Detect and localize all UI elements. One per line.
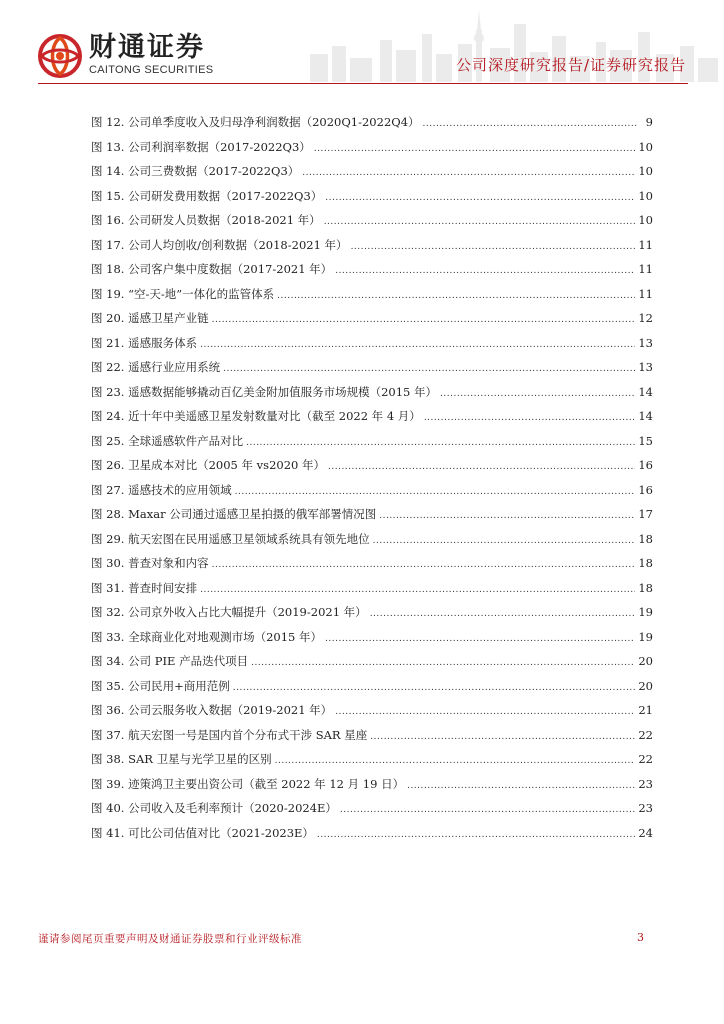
toc-entry-page: 16	[638, 482, 653, 497]
toc-entry[interactable]	[91, 653, 653, 678]
toc-entry[interactable]	[91, 384, 653, 409]
figure-table-of-contents	[91, 114, 653, 849]
toc-entry-title: 图 15. 公司研发费用数据（2017-2022Q3）	[91, 188, 323, 203]
toc-dot-leader	[351, 242, 636, 252]
toc-entry-page: 20	[638, 654, 653, 668]
toc-entry-page: 14	[638, 384, 653, 399]
toc-entry-page: 10	[638, 213, 653, 227]
toc-entry-title: 图 38. SAR 卫星与光学卫星的区别	[91, 752, 272, 766]
toc-entry-title: 图 40. 公司收入及毛利率预计（2020-2024E）	[91, 801, 337, 815]
toc-dot-leader	[246, 438, 635, 448]
footer-disclaimer: 谨请参阅尾页重要声明及财通证券股票和行业评级标准	[38, 933, 302, 945]
toc-entry-page: 11	[638, 286, 653, 301]
toc-entry-title: 图 34. 公司 PIE 产品迭代项目	[91, 654, 249, 668]
toc-dot-leader	[233, 683, 636, 693]
toc-entry-page: 23	[638, 776, 653, 791]
toc-entry-page: 11	[638, 237, 653, 252]
toc-entry-title: 图 24. 近十年中美遥感卫星发射数量对比（截至 2022 年 4 月）	[91, 409, 421, 423]
toc-dot-leader	[373, 536, 636, 546]
toc-dot-leader	[302, 168, 635, 178]
toc-entry-title: 图 32. 公司京外收入占比大幅提升（2019-2021 年）	[91, 605, 367, 619]
toc-entry-page: 15	[638, 433, 653, 448]
toc-entry-page: 18	[638, 531, 653, 546]
toc-dot-leader	[440, 389, 635, 399]
toc-entry[interactable]	[91, 580, 653, 605]
toc-entry[interactable]	[91, 335, 653, 360]
toc-dot-leader	[325, 193, 635, 203]
toc-dot-leader	[212, 315, 636, 325]
toc-dot-leader	[235, 487, 636, 497]
toc-entry[interactable]	[91, 433, 653, 458]
page-number: 3	[637, 931, 644, 944]
toc-dot-leader	[317, 830, 635, 840]
toc-dot-leader	[407, 781, 635, 791]
toc-entry[interactable]	[91, 825, 653, 850]
toc-entry-title: 图 29. 航天宏图在民用遥感卫星领域系统具有领先地位	[91, 531, 370, 546]
toc-entry-title: 图 23. 遥感数据能够撬动百亿美金附加值服务市场规模（2015 年）	[91, 384, 438, 399]
toc-dot-leader	[423, 119, 638, 129]
toc-dot-leader	[340, 805, 635, 815]
toc-entry-title: 图 13. 公司利润率数据（2017-2022Q3）	[91, 139, 311, 154]
caitong-logo-icon	[38, 34, 82, 78]
header-divider	[38, 83, 688, 84]
toc-entry[interactable]	[91, 629, 653, 654]
toc-entry[interactable]	[91, 678, 653, 703]
toc-entry-page: 24	[638, 825, 653, 840]
toc-dot-leader	[251, 658, 635, 668]
toc-entry-page: 19	[638, 629, 653, 644]
toc-entry-title: 图 19. “空-天-地”一体化的监管体系	[91, 286, 275, 301]
toc-dot-leader	[328, 462, 635, 472]
toc-entry-page: 12	[638, 311, 653, 325]
toc-dot-leader	[200, 585, 635, 595]
toc-dot-leader	[335, 266, 635, 276]
toc-entry[interactable]	[91, 261, 653, 286]
toc-entry-page: 21	[638, 703, 653, 717]
toc-entry[interactable]	[91, 408, 653, 433]
toc-entry-page: 18	[638, 556, 653, 570]
toc-entry-title: 图 16. 公司研发人员数据（2018-2021 年）	[91, 213, 321, 227]
toc-entry-title: 图 25. 全球遥感软件产品对比	[91, 433, 244, 448]
toc-entry[interactable]	[91, 310, 653, 335]
toc-entry-page: 18	[638, 580, 653, 595]
toc-entry-page: 22	[638, 727, 653, 742]
toc-dot-leader	[212, 560, 636, 570]
toc-entry-title: 图 41. 可比公司估值对比（2021-2023E）	[91, 825, 314, 840]
toc-entry-title: 图 36. 公司云服务收入数据（2019-2021 年）	[91, 703, 333, 717]
toc-entry[interactable]	[91, 776, 653, 801]
toc-entry-title: 图 26. 卫星成本对比（2005 年 vs2020 年）	[91, 458, 325, 472]
toc-entry-title: 图 18. 公司客户集中度数据（2017-2021 年）	[91, 262, 333, 276]
brand-name-en: CAITONG SECURITIES	[89, 64, 214, 76]
toc-entry-page: 10	[638, 164, 653, 178]
toc-dot-leader	[370, 732, 635, 742]
toc-entry-page: 13	[638, 360, 653, 374]
toc-dot-leader	[325, 634, 635, 644]
toc-entry-page: 20	[638, 678, 653, 693]
toc-entry-title: 图 27. 遥感技术的应用领域	[91, 482, 232, 497]
toc-dot-leader	[277, 291, 635, 301]
toc-dot-leader	[335, 707, 635, 717]
toc-dot-leader	[324, 217, 636, 227]
toc-entry[interactable]	[91, 727, 653, 752]
toc-entry-page: 10	[638, 139, 653, 154]
toc-dot-leader	[200, 340, 635, 350]
toc-entry-page: 19	[638, 605, 653, 619]
toc-entry[interactable]	[91, 237, 653, 262]
toc-dot-leader	[275, 756, 636, 766]
toc-entry-page: 23	[638, 801, 653, 815]
toc-entry-title: 图 30. 普查对象和内容	[91, 556, 209, 570]
toc-entry-page: 9	[645, 115, 653, 129]
toc-entry[interactable]	[91, 506, 653, 531]
toc-entry-title: 图 31. 普查时间安排	[91, 580, 198, 595]
toc-entry-title: 图 35. 公司民用+商用范例	[91, 678, 230, 693]
toc-entry-title: 图 37. 航天宏图一号是国内首个分布式干涉 SAR 星座	[91, 727, 368, 742]
toc-entry-title: 图 17. 公司人均创收/创利数据（2018-2021 年）	[91, 237, 348, 252]
toc-entry-title: 图 39. 迹策鸿卫主要出资公司（截至 2022 年 12 月 19 日）	[91, 776, 405, 791]
toc-entry-page: 11	[638, 262, 653, 276]
report-type-label: 公司深度研究报告/证券研究报告	[455, 56, 686, 74]
page-header	[0, 0, 724, 90]
toc-entry[interactable]	[91, 114, 653, 139]
toc-entry-page: 16	[638, 458, 653, 472]
toc-entry-page: 17	[638, 507, 653, 521]
toc-dot-leader	[424, 413, 636, 423]
toc-entry-title: 图 12. 公司单季度收入及归母净利润数据（2020Q1-2022Q4）	[91, 115, 420, 129]
toc-entry-title: 图 22. 遥感行业应用系统	[91, 360, 221, 374]
toc-dot-leader	[379, 511, 635, 521]
toc-entry[interactable]	[91, 555, 653, 580]
toc-entry-page: 10	[638, 188, 653, 203]
toc-entry[interactable]	[91, 457, 653, 482]
toc-entry[interactable]	[91, 163, 653, 188]
toc-entry[interactable]	[91, 212, 653, 237]
toc-entry[interactable]	[91, 604, 653, 629]
toc-dot-leader	[314, 144, 636, 154]
toc-dot-leader	[223, 364, 635, 374]
toc-entry-title: 图 21. 遥感服务体系	[91, 335, 198, 350]
toc-dot-leader	[370, 609, 636, 619]
toc-entry[interactable]	[91, 286, 653, 311]
toc-entry-page: 13	[638, 335, 653, 350]
toc-entry[interactable]	[91, 482, 653, 507]
brand-name-cn: 财通证券	[89, 32, 205, 63]
toc-entry-title: 图 20. 遥感卫星产业链	[91, 311, 209, 325]
toc-entry[interactable]	[91, 188, 653, 213]
toc-entry-title: 图 14. 公司三费数据（2017-2022Q3）	[91, 164, 300, 178]
toc-entry[interactable]	[91, 139, 653, 164]
toc-entry[interactable]	[91, 702, 653, 727]
toc-entry[interactable]	[91, 751, 653, 776]
toc-entry[interactable]	[91, 531, 653, 556]
toc-entry[interactable]	[91, 800, 653, 825]
toc-entry-page: 22	[638, 752, 653, 766]
toc-entry[interactable]	[91, 359, 653, 384]
toc-entry-title: 图 33. 全球商业化对地观测市场（2015 年）	[91, 629, 323, 644]
toc-entry-page: 14	[638, 409, 653, 423]
toc-entry-title: 图 28. Maxar 公司通过遥感卫星拍摄的俄军部署情况图	[91, 507, 377, 521]
